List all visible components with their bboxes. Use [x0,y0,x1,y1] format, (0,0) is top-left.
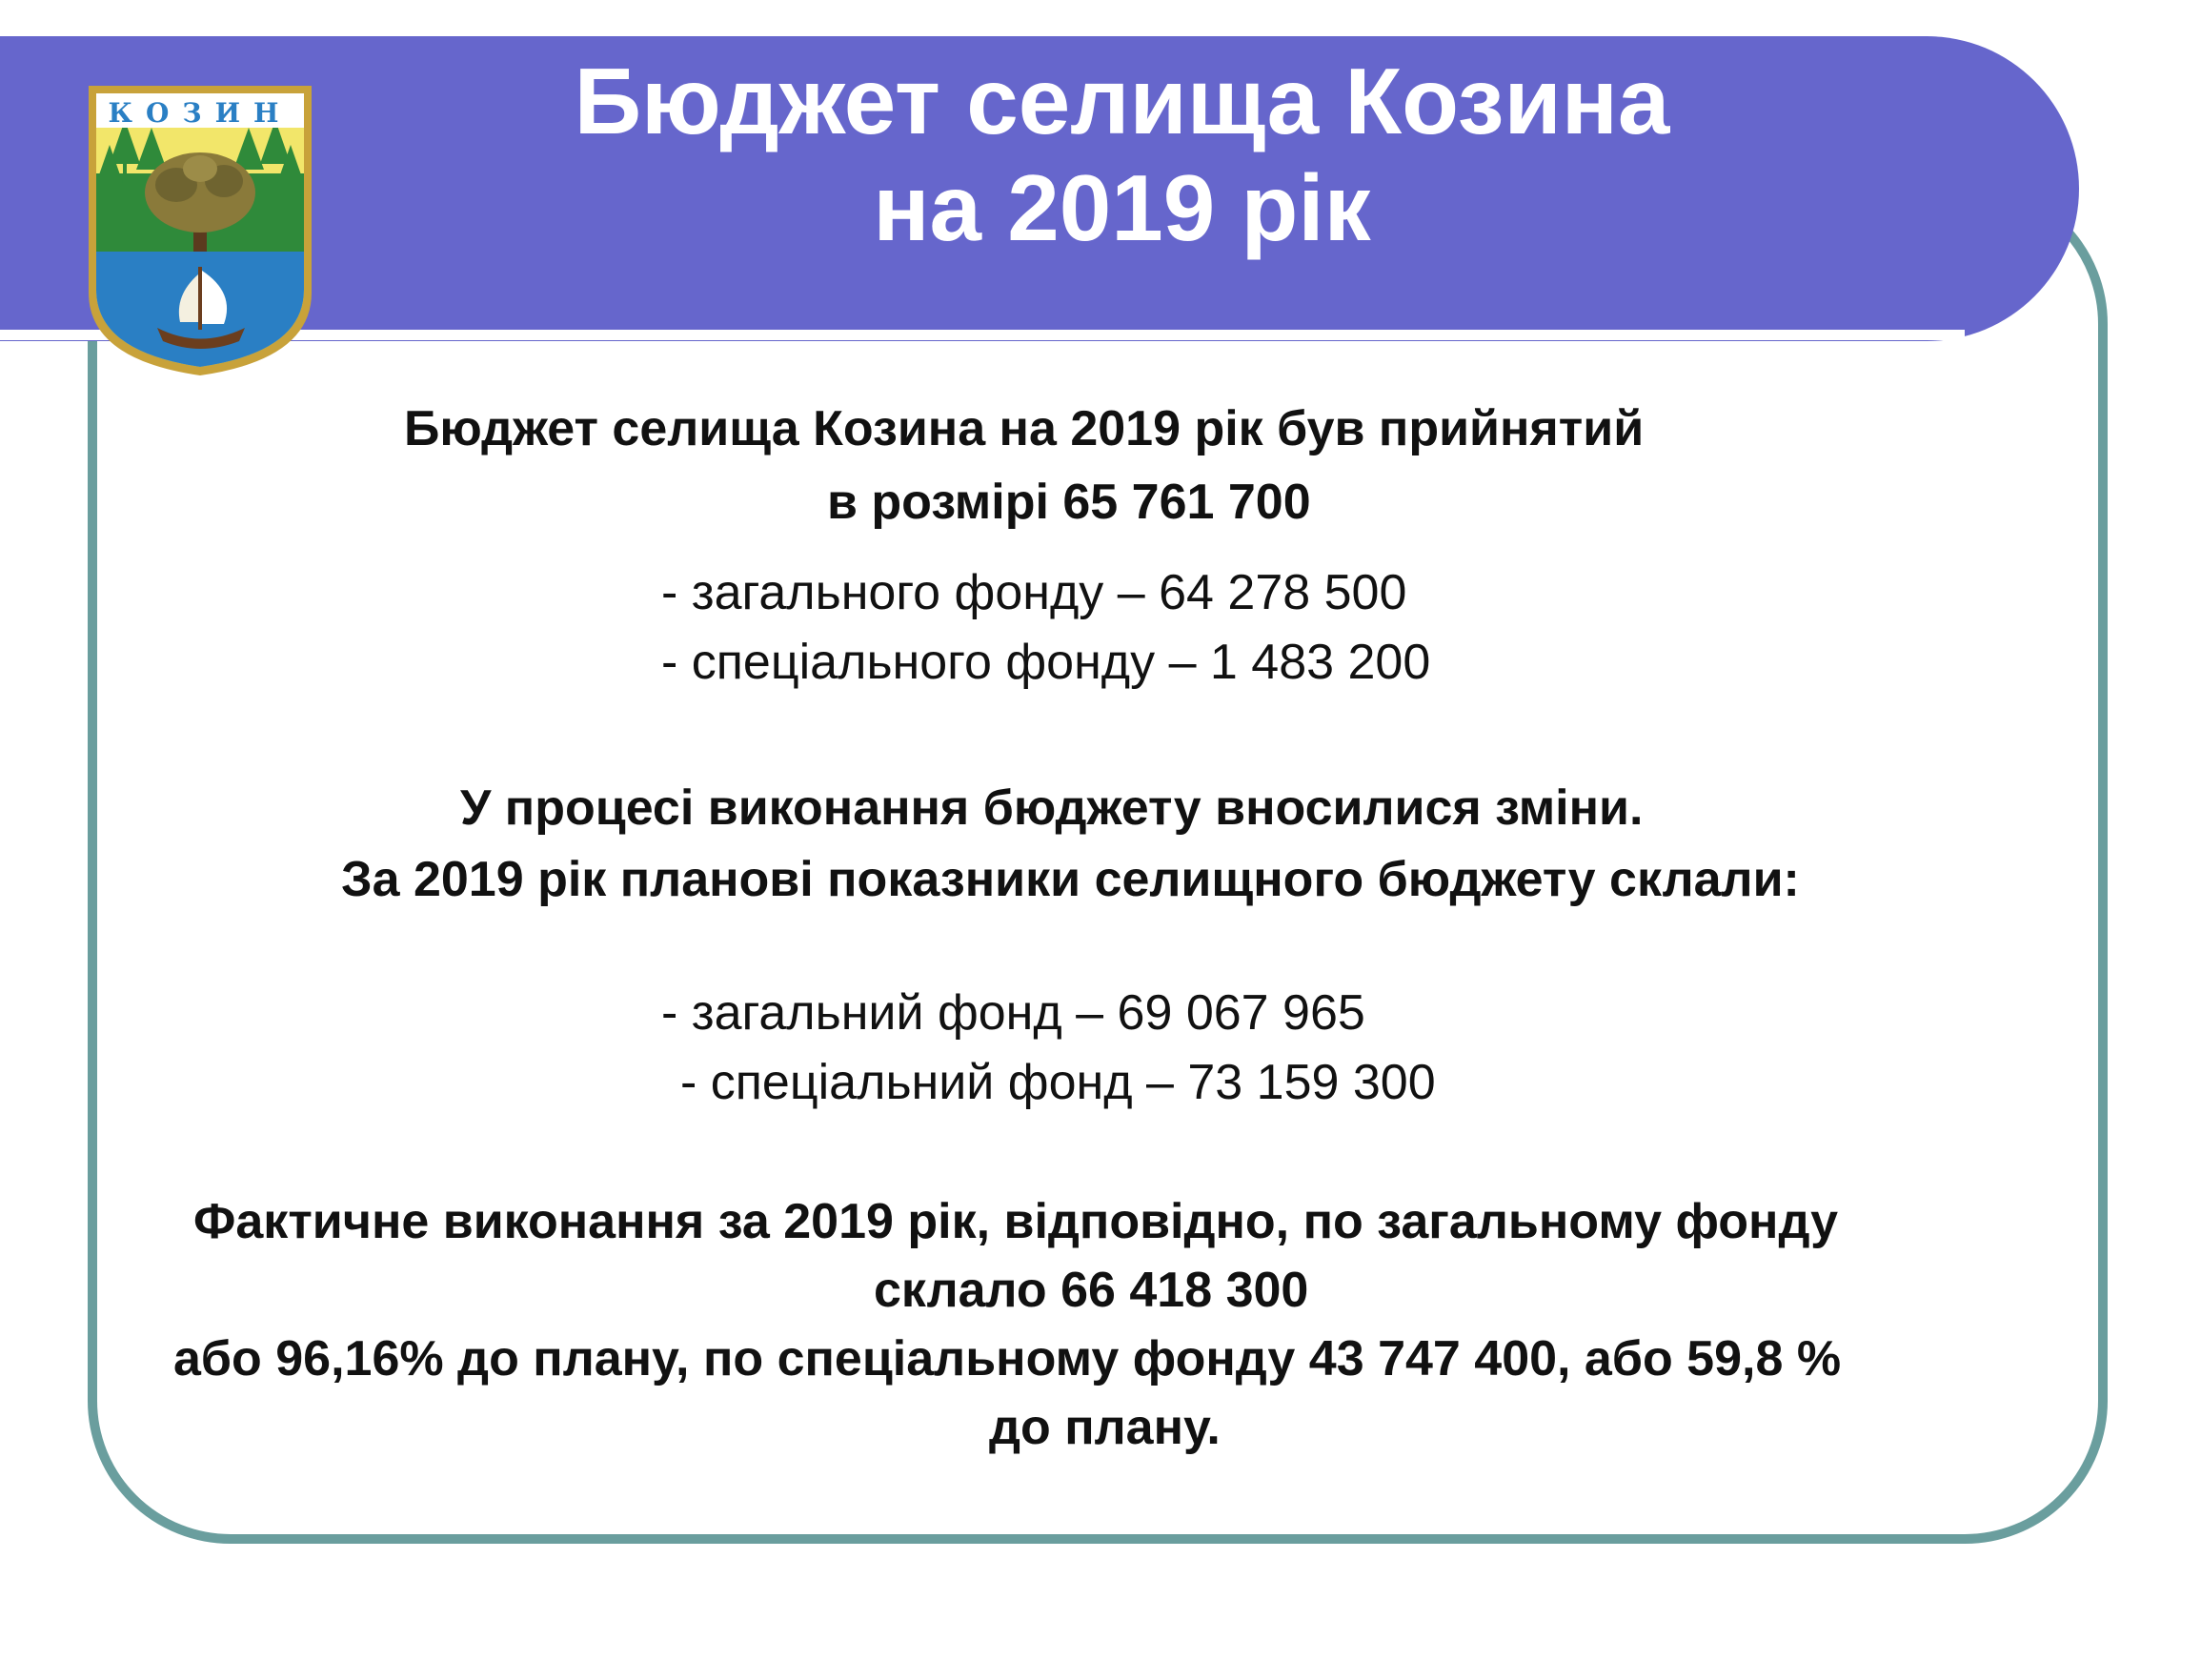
adopted-budget-line-1: Бюджет селища Козина на 2019 рік був прийнятий [404,401,1645,456]
special-fund-initial: - спеціального фонду – 1 483 200 [661,635,1431,690]
slide-title-line-2: на 2019 рік [873,155,1371,260]
slide-title-line-1: Бюджет селища Козина [574,49,1670,153]
planned-indicators-line: За 2019 рік планові показники селищного бюджету склали: [341,852,1800,907]
special-fund-planned: - спеціальний фонд – 73 159 300 [680,1055,1436,1110]
general-fund-initial: - загального фонду – 64 278 500 [661,565,1407,620]
kozyn-coat-of-arms-icon [81,78,319,378]
emblem-label: КОЗИН [108,97,293,129]
slide-title [319,48,1925,261]
changes-line: У процесі виконання бюджету вносилися зміни. [460,780,1644,836]
adopted-budget-line-2: в розмірі 65 761 700 [827,475,1311,530]
actual-execution-line-3: або 96,16% до плану, по спеціальному фонду 43 747 400, або 59,8 % [173,1331,1842,1387]
actual-execution-line-4: до плану. [989,1400,1221,1455]
actual-execution-line-2: склало 66 418 300 [874,1263,1309,1318]
actual-execution-line-1: Фактичне виконання за 2019 рік, відповідно, по загальному фонду [193,1194,1839,1249]
general-fund-planned: - загальний фонд – 69 067 965 [661,985,1365,1041]
